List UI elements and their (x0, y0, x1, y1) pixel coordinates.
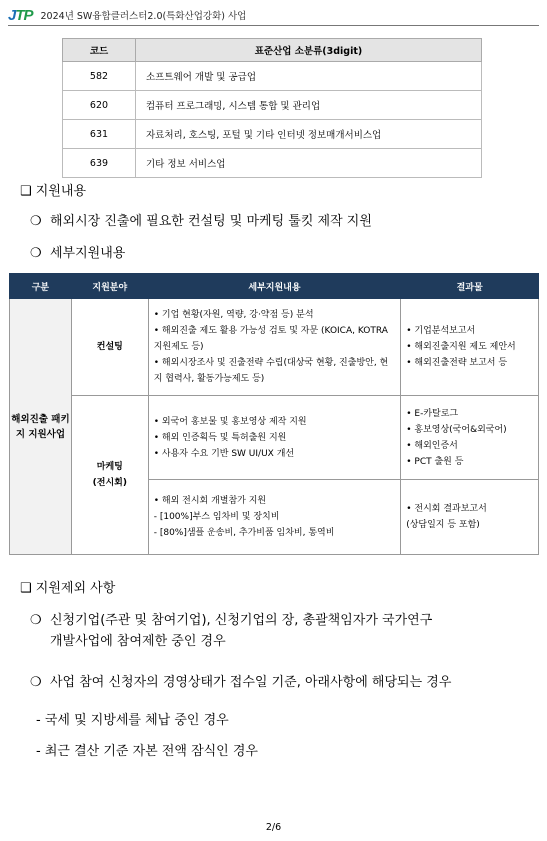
square-bullet-icon: ❑ (20, 581, 32, 596)
details-cell (148, 396, 401, 480)
dash-item: - 국세 및 지방세를 체납 중인 경우 (36, 713, 229, 728)
list-item: • 해외인증서 (406, 440, 458, 451)
support-detail-table (9, 273, 539, 555)
list-item: • 홍보영상(국어&외국어) (406, 424, 507, 435)
code-cell: 620 (63, 91, 136, 120)
table-header: 표준산업 소분류(3digit) (136, 39, 482, 62)
header-divider (8, 25, 539, 26)
list-item: • 기업 현황(자원, 역량, 강·약점 등) 분석 (153, 310, 314, 320)
list-item: • 해외시장조사 및 진출전략 수립(대상국 현황, 진출방안, 현지 협력사, 활동가능제도 등) (153, 358, 389, 384)
field-cell-consulting: 컨설팅 (71, 299, 148, 396)
list-item: • 해외진출 제도 활용 가능성 검토 및 자문 (KOICA, KOTRA 지원제도 등) (153, 326, 388, 352)
table-header: 코드 (63, 39, 136, 62)
list-item: • 해외진출전략 보고서 등 (406, 358, 508, 368)
outputs-cell (401, 480, 539, 555)
outputs-cell (401, 299, 539, 396)
square-bullet-icon: ❑ (20, 184, 32, 199)
code-cell: 631 (63, 120, 136, 149)
bullet-item: ❍ 세부지원내용 (30, 244, 540, 264)
field-cell-marketing: 마케팅 (전시회) (71, 396, 148, 555)
list-item: - [80%]샘플 운송비, 추가비품 임차비, 통역비 (153, 528, 335, 538)
circle-bullet-icon: ❍ (30, 246, 42, 261)
code-cell: 582 (63, 62, 136, 91)
table-header: 구분 (10, 274, 72, 299)
list-item: • 해외 전시회 개별참가 지원 (153, 496, 267, 506)
name-cell: 자료처리, 호스팅, 포털 및 기타 인터넷 정보매개서비스업 (136, 120, 482, 149)
list-item: • 해외 인증획득 및 특허출원 지원 (153, 432, 287, 443)
list-item: - [100%]부스 임차비 및 장치비 (153, 512, 280, 522)
details-cell (148, 480, 401, 555)
list-item: • 전시회 결과보고서 (406, 504, 487, 514)
jtp-logo: JTP (8, 6, 33, 24)
name-cell: 소프트웨어 개발 및 공급업 (136, 62, 482, 91)
list-item: • 사용자 수요 기반 SW UI/UX 개선 (153, 448, 295, 459)
bullet-item: ❍ 신청기업(주관 및 참여기업), 신청기업의 장, 총괄책임자가 국가연구 개발사업에 참여제한 중인 경우 (30, 610, 540, 652)
circle-bullet-icon: ❍ (30, 214, 42, 229)
details-cell (148, 299, 401, 396)
list-item: • E-카탈로그 (406, 408, 459, 419)
bullet-item: ❍ 해외시장 진출에 필요한 컨설팅 및 마케팅 툴킷 제작 지원 (30, 212, 540, 232)
table-header: 지원분야 (71, 274, 148, 299)
page-header (8, 6, 246, 24)
category-cell: 해외진출 패키지 지원사업 (10, 299, 72, 555)
list-item: • 해외진출지원 제도 제안서 (406, 342, 516, 352)
section-heading-support: ❑ 지원내용 (20, 184, 87, 199)
header-title: 2024년 SW융합클러스터2.0(특화산업강화) 사업 (40, 11, 247, 22)
code-cell: 639 (63, 149, 136, 178)
table-row (63, 62, 482, 91)
list-item: (상담일지 등 포함) (406, 520, 480, 530)
name-cell: 기타 정보 서비스업 (136, 149, 482, 178)
circle-bullet-icon: ❍ (30, 675, 42, 690)
table-row (10, 299, 539, 396)
page-number: 2/6 (265, 822, 282, 833)
section-heading-exclusions: ❑ 지원제외 사항 (20, 581, 116, 596)
table-header: 세부지원내용 (148, 274, 401, 299)
table-row (63, 120, 482, 149)
outputs-cell (401, 396, 539, 480)
table-row (10, 396, 539, 480)
list-item: • 기업분석보고서 (406, 326, 476, 336)
bullet-item: ❍ 사업 참여 신청자의 경영상태가 접수일 기준, 아래사항에 해당되는 경우 (30, 673, 540, 693)
table-header: 결과물 (401, 274, 539, 299)
name-cell: 컴퓨터 프로그래밍, 시스템 통합 및 관리업 (136, 91, 482, 120)
circle-bullet-icon: ❍ (30, 613, 42, 628)
list-item: • 외국어 홍보물 및 홍보영상 제작 지원 (153, 416, 307, 427)
table-row (63, 149, 482, 178)
table-row (63, 91, 482, 120)
dash-item: - 최근 결산 기준 자본 전액 잠식인 경우 (36, 744, 258, 759)
industry-code-table (62, 38, 482, 178)
list-item: • PCT 출원 등 (406, 456, 464, 467)
